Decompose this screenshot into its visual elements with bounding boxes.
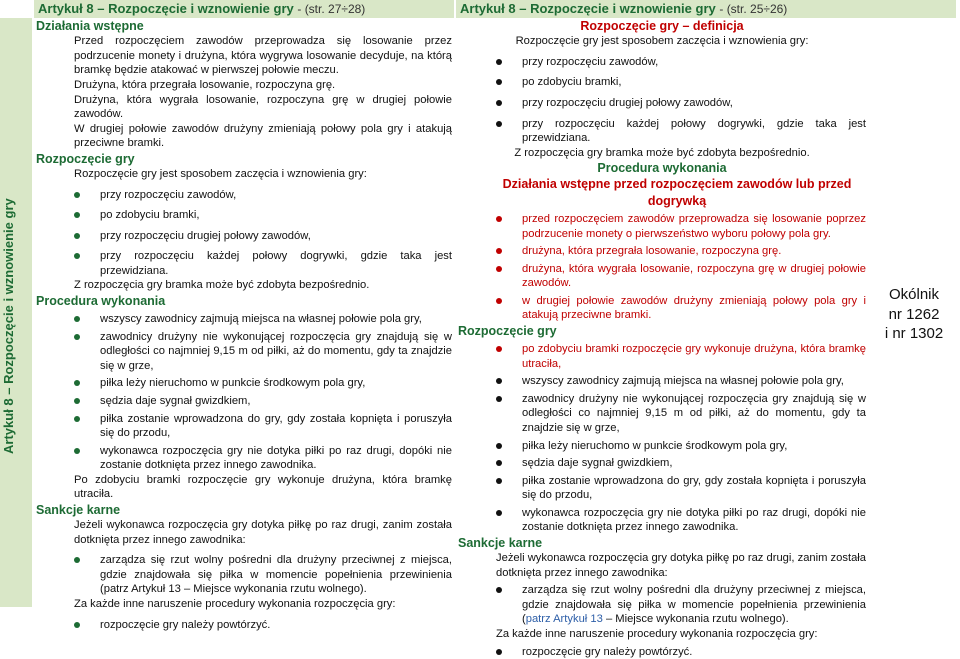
list-item: po zdobyciu bramki,	[496, 75, 866, 90]
list-item: po zdobyciu bramki rozpoczęcie gry wykonuje drużyna, która bramkę utraciła,	[496, 342, 866, 371]
sanction-text: zarządza się rzut wolny pośredni dla drużyny przeciwnej z miejsca, gdzie znajdowała się piłka w momencie popełnienia przewinienia (	[522, 584, 866, 625]
paragraph: Jeżeli wykonawca rozpoczęcia gry dotyka piłkę po raz drugi, zanim została dotknięta przez innego zawodnika:	[36, 518, 452, 547]
circular-line: i nr 1302	[868, 324, 960, 344]
heading-sanctions: Sankcje karne	[458, 535, 866, 551]
paragraph: Za każde inne naruszenie procedury wykonania rozpoczęcia gry:	[458, 627, 866, 642]
list-item: wykonawca rozpoczęcia gry nie dotyka piłki po raz drugi, dopóki nie zostanie dotknięta przez innego zawodnika.	[496, 506, 866, 535]
preliminary-list	[458, 212, 866, 323]
other-list	[36, 618, 452, 633]
paragraph: Z rozpoczęcia gry bramka może być zdobyta bezpośrednio.	[458, 146, 866, 161]
paragraph: Rozpoczęcie gry jest sposobem zaczęcia i wznowienia gry:	[36, 167, 452, 182]
list-item: przy rozpoczęciu drugiej połowy zawodów,	[74, 229, 452, 244]
paragraph: Przed rozpoczęciem zawodów przeprowadza się losowanie przez podrzucenie monety i drużyna, która wygrywa losowanie decyduje, na którą bramkę będzie atakować w pierwszej połowie meczu.	[36, 34, 452, 78]
heading-preliminary: Działania wstępne przed rozpoczęciem zawodów lub przed dogrywką	[458, 176, 866, 209]
kickoff-red-list	[458, 342, 866, 371]
heading-preliminary: Działania wstępne	[36, 18, 452, 34]
kickoff-list	[36, 188, 452, 279]
heading-definition: Rozpoczęcie gry – definicja	[458, 18, 866, 34]
paragraph: Po zdobyciu bramki rozpoczęcie gry wykonuje drużyna, która bramkę utraciła.	[36, 473, 452, 502]
list-item: piłka leży nieruchomo w punkcie środkowym pola gry,	[496, 439, 866, 454]
list-item: drużyna, która wygrała losowanie, rozpoczyna grę w drugiej połowie zawodów.	[496, 262, 866, 291]
list-item: rozpoczęcie gry należy powtórzyć.	[74, 618, 452, 633]
list-item: wszyscy zawodnicy zajmują miejsca na własnej połowie pola gry,	[496, 374, 866, 389]
left-column	[36, 18, 452, 632]
list-item: piłka leży nieruchomo w punkcie środkowym pola gry,	[74, 376, 452, 391]
other-list	[458, 645, 866, 659]
heading-sanctions: Sankcje karne	[36, 502, 452, 518]
procedure-list	[36, 312, 452, 473]
list-item: sędzia daje sygnał gwizdkiem,	[74, 394, 452, 409]
list-item: przy rozpoczęciu każdej połowy dogrywki, gdzie taka jest przewidziana.	[496, 117, 866, 146]
paragraph: Rozpoczęcie gry jest sposobem zaczęcia i wznowienia gry:	[458, 34, 866, 49]
right-column-header	[456, 0, 956, 18]
circular-reference	[868, 285, 960, 344]
list-item: piłka zostanie wprowadzona do gry, gdy została kopnięta i poruszyła się do przodu,	[496, 474, 866, 503]
sanctions-list	[36, 553, 452, 597]
list-item: przed rozpoczęciem zawodów przeprowadza się losowanie poprzez podrzucenie monety o pierwszeństwo wyboru połowy pola gry.	[496, 212, 866, 241]
article-13-link[interactable]: patrz Artykuł 13	[526, 613, 603, 625]
left-header-range: - (str. 27÷28)	[297, 2, 365, 16]
list-item: przy rozpoczęciu zawodów,	[496, 55, 866, 70]
list-item: przy rozpoczęciu drugiej połowy zawodów,	[496, 96, 866, 111]
list-item: zawodnicy drużyny nie wykonującej rozpoczęcia gry znajdują się w odległości co najmniej 9,15 m od piłki, aż do momentu, gdy ta znajdzie się w grze,	[496, 392, 866, 436]
list-item: rozpoczęcie gry należy powtórzyć.	[496, 645, 866, 659]
heading-kickoff: Rozpoczęcie gry	[458, 323, 866, 339]
heading-kickoff: Rozpoczęcie gry	[36, 151, 452, 167]
definition-list	[458, 55, 866, 146]
list-item: wszyscy zawodnicy zajmują miejsca na własnej połowie pola gry,	[74, 312, 452, 327]
list-item	[496, 583, 866, 627]
kickoff-list	[458, 374, 866, 535]
circular-line: nr 1262	[868, 305, 960, 325]
paragraph: Drużyna, która przegrała losowanie, rozpoczyna grę.	[36, 78, 452, 93]
right-column	[458, 18, 866, 659]
paragraph: Za każde inne naruszenie procedury wykonania rozpoczęcia gry:	[36, 597, 452, 612]
paragraph: Z rozpoczęcia gry bramka może być zdobyta bezpośrednio.	[36, 278, 452, 293]
left-header-title: Artykuł 8 – Rozpoczęcie i wznowienie gry	[38, 1, 294, 16]
list-item: zawodnicy drużyny nie wykonującej rozpoczęcia gry znajdują się w odległości co najmniej 9,15 m od piłki, aż do momentu, gdy ta znajdzie się w grze,	[74, 330, 452, 374]
vertical-title-strip	[0, 18, 32, 607]
list-item: przy rozpoczęciu zawodów,	[74, 188, 452, 203]
paragraph: Drużyna, która wygrała losowanie, rozpoczyna grę w drugiej połowie zawodów.	[36, 93, 452, 122]
sanctions-list	[458, 583, 866, 627]
heading-procedure: Procedura wykonania	[36, 293, 452, 309]
list-item: wykonawca rozpoczęcia gry nie dotyka piłki po raz drugi, dopóki nie zostanie dotknięta przez innego zawodnika.	[74, 444, 452, 473]
circular-line: Okólnik	[868, 285, 960, 305]
vertical-title: Artykuł 8 – Rozpoczęcie i wznowienie gry	[1, 198, 18, 454]
list-item: zarządza się rzut wolny pośredni dla drużyny przeciwnej z miejsca, gdzie znajdowała się piłka w momencie popełnienia przewinienia (patrz Artykuł 13 – Miejsce wykonania rzutu wolnego).	[74, 553, 452, 597]
paragraph: W drugiej połowie zawodów drużyny zmieniają połowy pola gry i atakują przeciwne bramki.	[36, 122, 452, 151]
heading-procedure: Procedura wykonania	[458, 160, 866, 176]
list-item: sędzia daje sygnał gwizdkiem,	[496, 456, 866, 471]
list-item: drużyna, która przegrała losowanie, rozpoczyna grę.	[496, 244, 866, 259]
right-header-range: - (str. 25÷26)	[719, 2, 787, 16]
list-item: przy rozpoczęciu każdej połowy dogrywki, gdzie taka jest przewidziana.	[74, 249, 452, 278]
list-item: po zdobyciu bramki,	[74, 208, 452, 223]
right-header-title: Artykuł 8 – Rozpoczęcie i wznowienie gry	[460, 1, 716, 16]
sanction-text: – Miejsce wykonania rzutu wolnego).	[603, 613, 789, 625]
list-item: piłka zostanie wprowadzona do gry, gdy została kopnięta i poruszyła się do przodu,	[74, 412, 452, 441]
paragraph: Jeżeli wykonawca rozpoczęcia gry dotyka piłkę po raz drugi, zanim została dotknięta przez innego zawodnika:	[458, 551, 866, 580]
list-item: w drugiej połowie zawodów drużyny zmieniają połowy pola gry i atakują przeciwne bramki.	[496, 294, 866, 323]
left-column-header	[34, 0, 454, 18]
